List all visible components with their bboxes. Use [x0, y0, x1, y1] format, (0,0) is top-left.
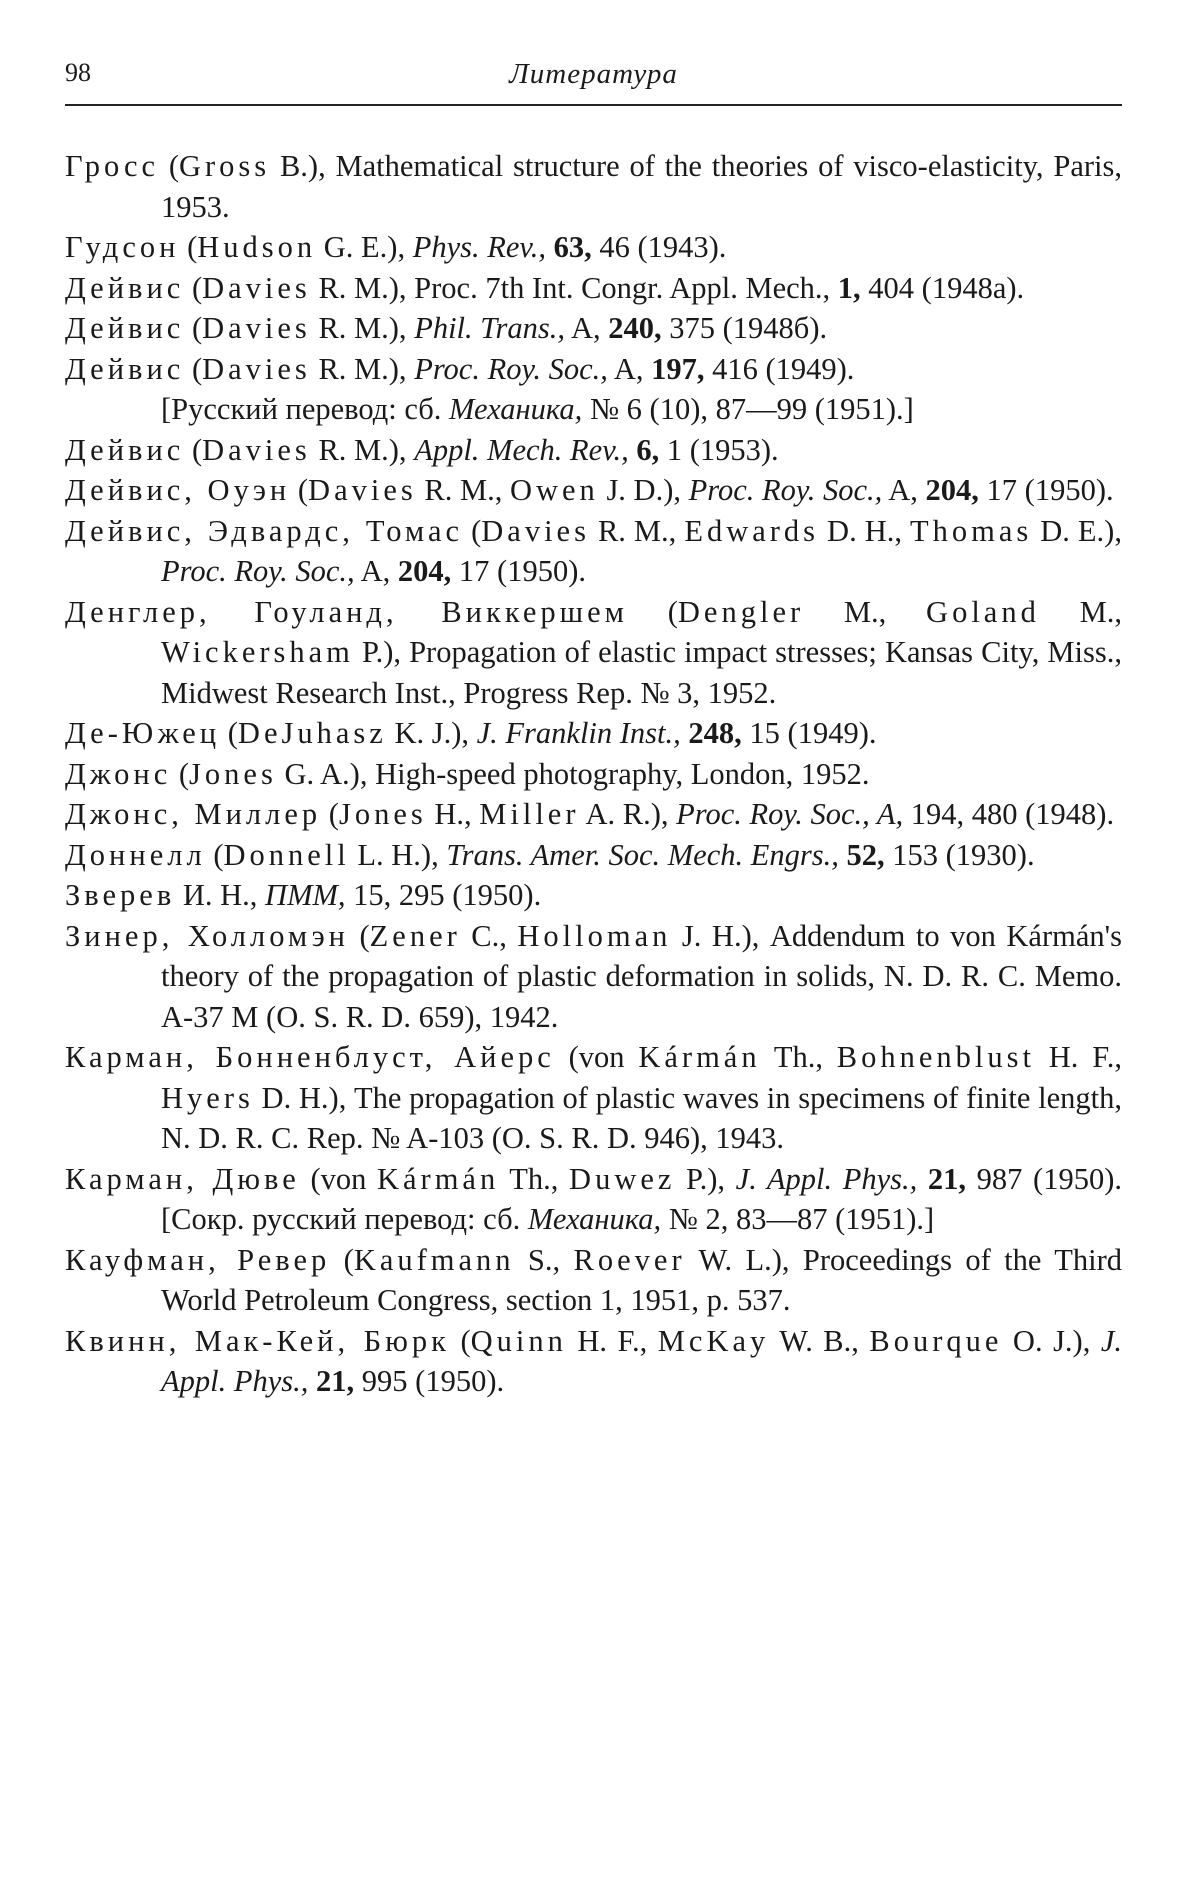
reference-entry [65, 916, 1122, 1038]
reference-text: A, [354, 554, 398, 588]
reference-text [839, 838, 847, 872]
reference-text: G. A.), High-speed photography, London, 1952. [276, 756, 870, 791]
reference-text: Квинн, Мак-Кей, Бюрк [65, 1323, 450, 1358]
reference-text: Hudson [197, 230, 317, 264]
reference-text: M., [804, 594, 927, 629]
reference-entry [65, 308, 1122, 349]
reference-text: Davies [202, 270, 311, 305]
reference-text: Гудсон [65, 230, 180, 264]
reference-text: Roever [573, 1242, 686, 1277]
reference-text: ( [290, 473, 309, 507]
reference-entry [65, 470, 1122, 511]
reference-text: R. M.), [310, 432, 415, 467]
reference-text: D. H.), The propagation of plastic waves in specimens of finite length, N. D. R. C. Rep. № A-103 (O. S. R. D. 946), 1943. [161, 1080, 1122, 1155]
reference-text: ( [184, 432, 203, 467]
reference-text: Доннелл [65, 837, 206, 872]
reference-text: (von [299, 1161, 377, 1196]
reference-entry [65, 794, 1122, 835]
reference-text: Hyers [161, 1080, 254, 1115]
reference-text: Механика, [449, 392, 583, 426]
reference-text: (von [554, 1040, 639, 1074]
reference-text: Proc. Roy. Soc., [161, 554, 355, 588]
reference-text: Davies [202, 311, 311, 345]
reference-text: № 2, 83—87 (1951).] [661, 1202, 935, 1236]
reference-text: Davies [481, 513, 590, 548]
reference-text: M., [1039, 594, 1122, 629]
reference-text: Bourque [869, 1323, 1003, 1358]
reference-text: Donnell [223, 837, 350, 872]
reference-entry [65, 754, 1122, 795]
reference-text: P.), Propagation of elastic impact stresses; Kansas City, Miss., Midwest Research Inst., Progress Rep. № 3, 1952. [161, 635, 1122, 710]
reference-text: 15 (1949). [741, 716, 877, 750]
reference-entry [65, 511, 1122, 592]
reference-entry [65, 227, 1122, 268]
header-rule [65, 104, 1122, 106]
reference-text: Phys. Rev., [412, 230, 546, 264]
reference-text: A. R.), [579, 797, 677, 831]
reference-text: D. E.), [1032, 513, 1122, 548]
reference-text: 404 (1948а). [860, 270, 1025, 305]
reference-text: Дейвис [65, 432, 185, 467]
reference-text: Гросс [65, 149, 160, 183]
reference-text: 995 (1950). [354, 1364, 505, 1398]
reference-text: Proc. Roy. Soc., [414, 351, 608, 386]
reference-text: ( [220, 716, 238, 750]
reference-text: Quinn [470, 1323, 567, 1358]
reference-text: Kaufmann [353, 1242, 515, 1277]
reference-text: Davies [308, 473, 417, 507]
reference-text [546, 230, 554, 264]
reference-text: 240, [608, 311, 662, 345]
reference-text: Goland [926, 594, 1040, 629]
reference-text: R. M.), [310, 351, 415, 386]
reference-text: ( [171, 756, 190, 791]
reference-text: R. M.), [310, 311, 415, 345]
reference-text: Bohnenblust [836, 1040, 1035, 1074]
reference-text: Дейвис [65, 270, 185, 305]
reference-text: H., [426, 797, 480, 831]
reference-text: 153 (1930). [884, 837, 1035, 872]
reference-text: Jones [338, 797, 427, 831]
reference-text: Holloman [517, 918, 672, 953]
reference-text: 416 (1949). [704, 351, 855, 386]
reference-text: Джонс, Миллер [65, 797, 322, 831]
reference-text: P.), [675, 1161, 736, 1196]
reference-text: J. Franklin Inst., [476, 716, 681, 750]
reference-text: B.), Mathematical structure of the theories of visco-elasticity, Paris, 1953. [161, 149, 1122, 224]
reference-text: G. E.), [316, 230, 413, 264]
reference-text: Th., [760, 1040, 837, 1074]
reference-entry [65, 835, 1122, 876]
reference-text: Duwez [569, 1161, 676, 1196]
reference-list [65, 146, 1122, 1402]
reference-entry [65, 1240, 1122, 1321]
reference-text: Davies [202, 351, 311, 386]
reference-entry [65, 1321, 1122, 1402]
page-header [65, 58, 1122, 98]
reference-text: ( [349, 918, 370, 953]
reference-entry [65, 875, 1122, 916]
reference-text: W. B., [769, 1323, 870, 1358]
reference-text: ( [184, 351, 203, 386]
reference-text: 248, [688, 716, 742, 750]
reference-text: ( [159, 149, 179, 183]
reference-text: Thomas [910, 513, 1033, 548]
reference-text: Денглер, Гоуланд, Виккершем [65, 594, 628, 629]
reference-text: 1 (1953). [659, 432, 779, 467]
reference-text: 21, [927, 1161, 967, 1196]
reference-text: Карман, Бонненблуст, Айерс [65, 1040, 555, 1074]
reference-text: J. Appl. Phys., [735, 1161, 918, 1196]
reference-text: S., [514, 1242, 574, 1277]
reference-text: Джонс [65, 756, 172, 791]
reference-text: Miller [479, 797, 580, 831]
reference-text: Proc. Roy. Soc., A, [676, 797, 904, 831]
reference-text: Trans. Amer. Soc. Mech. Engrs., [446, 837, 839, 872]
reference-text: R. M.), Proc. 7th Int. Congr. Appl. Mech., [310, 270, 838, 305]
reference-text: Zener [369, 918, 461, 953]
reference-text: Kármán [376, 1161, 500, 1196]
reference-text: R. M., [416, 473, 510, 507]
reference-text: Th., [499, 1161, 570, 1196]
reference-text: 204, [397, 554, 452, 588]
reference-text: 15, 295 (1950). [345, 878, 542, 912]
reference-text: И. Н., [175, 878, 266, 912]
running-title: Литература [509, 58, 678, 90]
reference-text: L. H.), [349, 837, 447, 872]
reference-text: 52, [846, 837, 885, 872]
reference-entry [65, 1037, 1122, 1159]
reference-text: ( [449, 1323, 471, 1358]
reference-text: Кауфман, Ревер [65, 1242, 331, 1277]
reference-text: Davies [202, 432, 311, 467]
reference-text: Зинер, Холломэн [65, 918, 349, 953]
reference-entry [65, 430, 1122, 471]
reference-text: O. J.), [1002, 1323, 1101, 1358]
reference-text: H. F., [566, 1323, 658, 1358]
reference-text: 17 (1950). [451, 554, 586, 588]
reference-text: ( [179, 230, 198, 264]
reference-text: Карман, Дюве [65, 1161, 300, 1196]
reference-text: DeJuhasz [237, 716, 387, 750]
reference-text: ( [321, 797, 339, 831]
reference-text: Механика, [527, 1202, 662, 1236]
reference-text: D. H., [819, 513, 910, 548]
reference-text: [Русский перевод: сб. [161, 392, 450, 426]
page-number: 98 [65, 58, 91, 87]
reference-text: Зверев [65, 878, 176, 912]
reference-text: A, [565, 311, 609, 345]
reference-text: № 6 (10), 87—99 (1951).] [582, 392, 914, 426]
reference-text: Дейвис [65, 351, 185, 386]
reference-text: Phil. Trans., [414, 311, 566, 345]
reference-text: A, [607, 351, 652, 386]
reference-text [917, 1162, 928, 1196]
reference-text: Edwards [684, 513, 820, 548]
reference-text: McKay [657, 1323, 770, 1358]
reference-text: ПММ, [265, 878, 346, 912]
reference-text: 21, [316, 1364, 355, 1398]
reference-text: ( [184, 270, 203, 305]
reference-text: A, [882, 473, 926, 507]
reference-text: Appl. Mech. Rev., [414, 432, 629, 467]
reference-text: 194, 480 (1948). [903, 797, 1115, 831]
reference-text: 46 (1943). [591, 230, 727, 264]
reference-entry [65, 349, 1122, 390]
reference-text: J. H.), Addendum to von Kármán's theory of the propagation of plastic deformation in solids, N. D. R. C. Memo. A-37 M (O. S. R. D. 659), 1942. [161, 918, 1122, 1034]
reference-text: 1, [837, 270, 861, 305]
reference-text: Де-Южец [65, 716, 221, 750]
reference-text: 987 (1950). [Сокр. русский перевод: сб. [161, 1161, 1122, 1236]
reference-text: 6, [636, 432, 660, 467]
reference-text: Gross [179, 149, 271, 183]
reference-text: Kármán [638, 1040, 761, 1074]
reference-text: 63, [553, 230, 592, 264]
reference-text: H. F., [1034, 1040, 1122, 1074]
reference-text: C., [460, 918, 518, 953]
reference-text: J. Appl. Phys., [161, 1323, 1122, 1398]
reference-text: ( [184, 311, 203, 345]
reference-text: Jones [189, 756, 277, 791]
reference-text: 204, [925, 473, 979, 507]
reference-entry [65, 146, 1122, 227]
reference-entry [65, 592, 1122, 714]
reference-entry [65, 713, 1122, 754]
reference-text: Dengler [677, 594, 805, 629]
reference-text: 197, [651, 351, 705, 386]
reference-text: R. M., [589, 513, 685, 548]
reference-text: Дейвис, Оуэн [65, 473, 291, 507]
reference-text: Дейвис, Эдвардс, Томас [65, 513, 464, 548]
reference-entry [65, 268, 1122, 309]
reference-text: J. D.), [598, 473, 689, 507]
reference-text: K. J.), [386, 716, 477, 750]
reference-text: Дейвис [65, 311, 185, 345]
reference-text [308, 1364, 316, 1398]
reference-text: ( [627, 594, 678, 629]
reference-text: Owen [509, 473, 599, 507]
reference-text: 375 (1948б). [661, 311, 828, 345]
reference-entry [65, 1159, 1122, 1240]
reference-text: Wickersham [161, 635, 354, 669]
reference-text: ( [463, 513, 482, 548]
reference-note [65, 389, 1122, 430]
reference-text: ( [330, 1242, 354, 1277]
reference-text: 17 (1950). [978, 473, 1114, 507]
reference-text: Proc. Roy. Soc., [688, 473, 883, 507]
reference-text: W. L.), Proceedings of the Third World Petroleum Congress, section 1, 1951, p. 537. [161, 1242, 1122, 1317]
reference-text: ( [205, 837, 224, 872]
